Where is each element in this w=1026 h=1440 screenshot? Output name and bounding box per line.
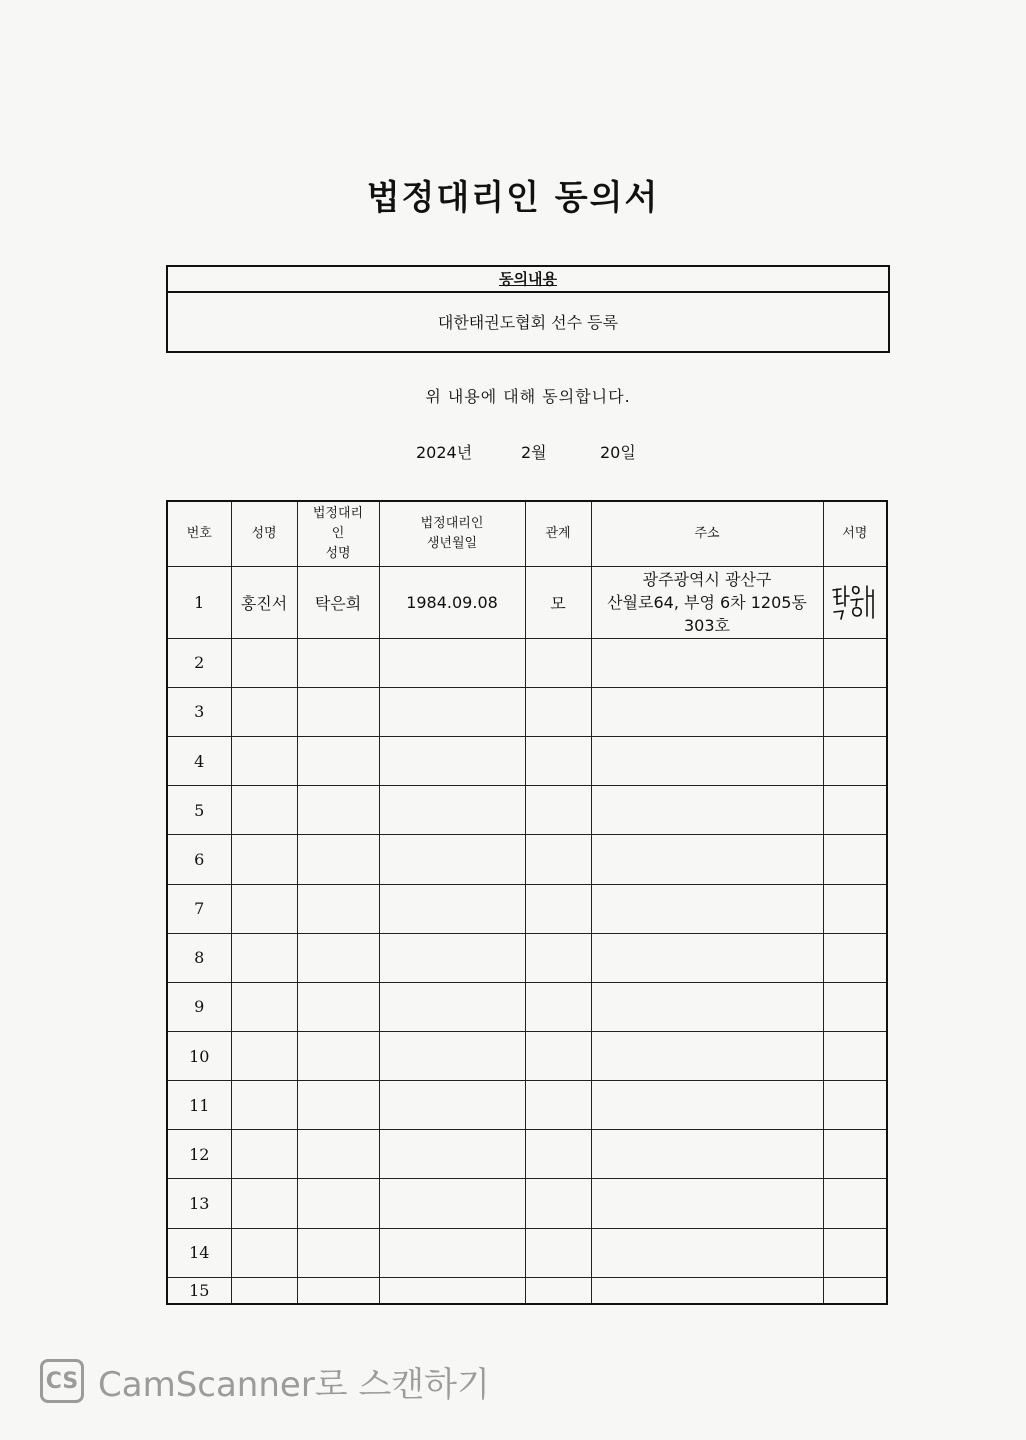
table-row bbox=[167, 982, 887, 1031]
table-row bbox=[167, 835, 887, 884]
row-number: 1 bbox=[167, 567, 231, 639]
row-guardian-birth: 1984.09.08 bbox=[379, 567, 525, 639]
header-guardian-name-line: 성명 bbox=[325, 546, 351, 562]
camscanner-watermark bbox=[40, 1356, 490, 1406]
row-number: 5 bbox=[167, 786, 231, 835]
row-number: 2 bbox=[167, 638, 231, 687]
table-row bbox=[167, 687, 887, 736]
camscanner-logo-icon: CS bbox=[40, 1359, 84, 1403]
header-signature: 서명 bbox=[823, 501, 887, 567]
table-row bbox=[167, 933, 887, 982]
row-name: 홍진서 bbox=[231, 567, 297, 639]
header-guardian-name-line: 인 bbox=[331, 526, 345, 542]
row-number: 6 bbox=[167, 835, 231, 884]
row-number: 12 bbox=[167, 1130, 231, 1179]
table-header-row bbox=[167, 501, 887, 567]
consent-box bbox=[166, 265, 890, 353]
header-relation: 관계 bbox=[525, 501, 591, 567]
table-row bbox=[167, 1179, 887, 1228]
header-guardian-name-line: 법정대리 bbox=[312, 506, 364, 522]
row-number: 9 bbox=[167, 982, 231, 1031]
row-guardian-name: 탁은희 bbox=[297, 567, 379, 639]
table-row bbox=[167, 1130, 887, 1179]
row-number: 11 bbox=[167, 1081, 231, 1130]
address-line: 산월로64, 부영 6차 1205동 bbox=[607, 592, 807, 612]
row-signature bbox=[823, 567, 887, 639]
header-name: 성명 bbox=[231, 501, 297, 567]
table-row bbox=[167, 737, 887, 786]
row-number: 15 bbox=[167, 1277, 231, 1304]
date-day: 20일 bbox=[600, 443, 636, 462]
table-row bbox=[167, 1081, 887, 1130]
consent-header-label: 동의내용 bbox=[499, 270, 557, 288]
row-relation: 모 bbox=[525, 567, 591, 639]
row-address bbox=[591, 567, 823, 639]
date-year: 2024년 bbox=[416, 443, 473, 462]
header-no: 번호 bbox=[167, 501, 231, 567]
agree-statement: 위 내용에 대해 동의합니다. bbox=[425, 387, 631, 406]
watermark-text: CamScanner로 스캔하기 bbox=[98, 1364, 490, 1405]
table-row bbox=[167, 567, 887, 639]
document-title: 법정대리인 동의서 bbox=[366, 178, 660, 218]
address-line: 303호 bbox=[684, 615, 730, 635]
address-line: 광주광역시 광산구 bbox=[642, 569, 772, 589]
table-row bbox=[167, 1031, 887, 1080]
handwritten-signature bbox=[829, 582, 881, 622]
row-number: 13 bbox=[167, 1179, 231, 1228]
row-number: 3 bbox=[167, 687, 231, 736]
row-number: 7 bbox=[167, 884, 231, 933]
header-guardian-birth-line: 생년월일 bbox=[426, 536, 478, 552]
header-guardian-name bbox=[297, 501, 379, 567]
header-guardian-birth bbox=[379, 501, 525, 567]
header-guardian-birth-line: 법정대리인 bbox=[420, 516, 484, 532]
table-row bbox=[167, 638, 887, 687]
table-row bbox=[167, 1277, 887, 1304]
table-row bbox=[167, 1228, 887, 1277]
guardian-table bbox=[166, 500, 888, 1305]
consent-header bbox=[168, 267, 888, 293]
table-row bbox=[167, 786, 887, 835]
row-number: 14 bbox=[167, 1228, 231, 1277]
header-address: 주소 bbox=[591, 501, 823, 567]
consent-content: 대한태권도협회 선수 등록 bbox=[437, 313, 619, 332]
row-number: 4 bbox=[167, 737, 231, 786]
date-month: 2월 bbox=[521, 443, 547, 462]
row-number: 8 bbox=[167, 933, 231, 982]
table-row bbox=[167, 884, 887, 933]
row-number: 10 bbox=[167, 1031, 231, 1080]
